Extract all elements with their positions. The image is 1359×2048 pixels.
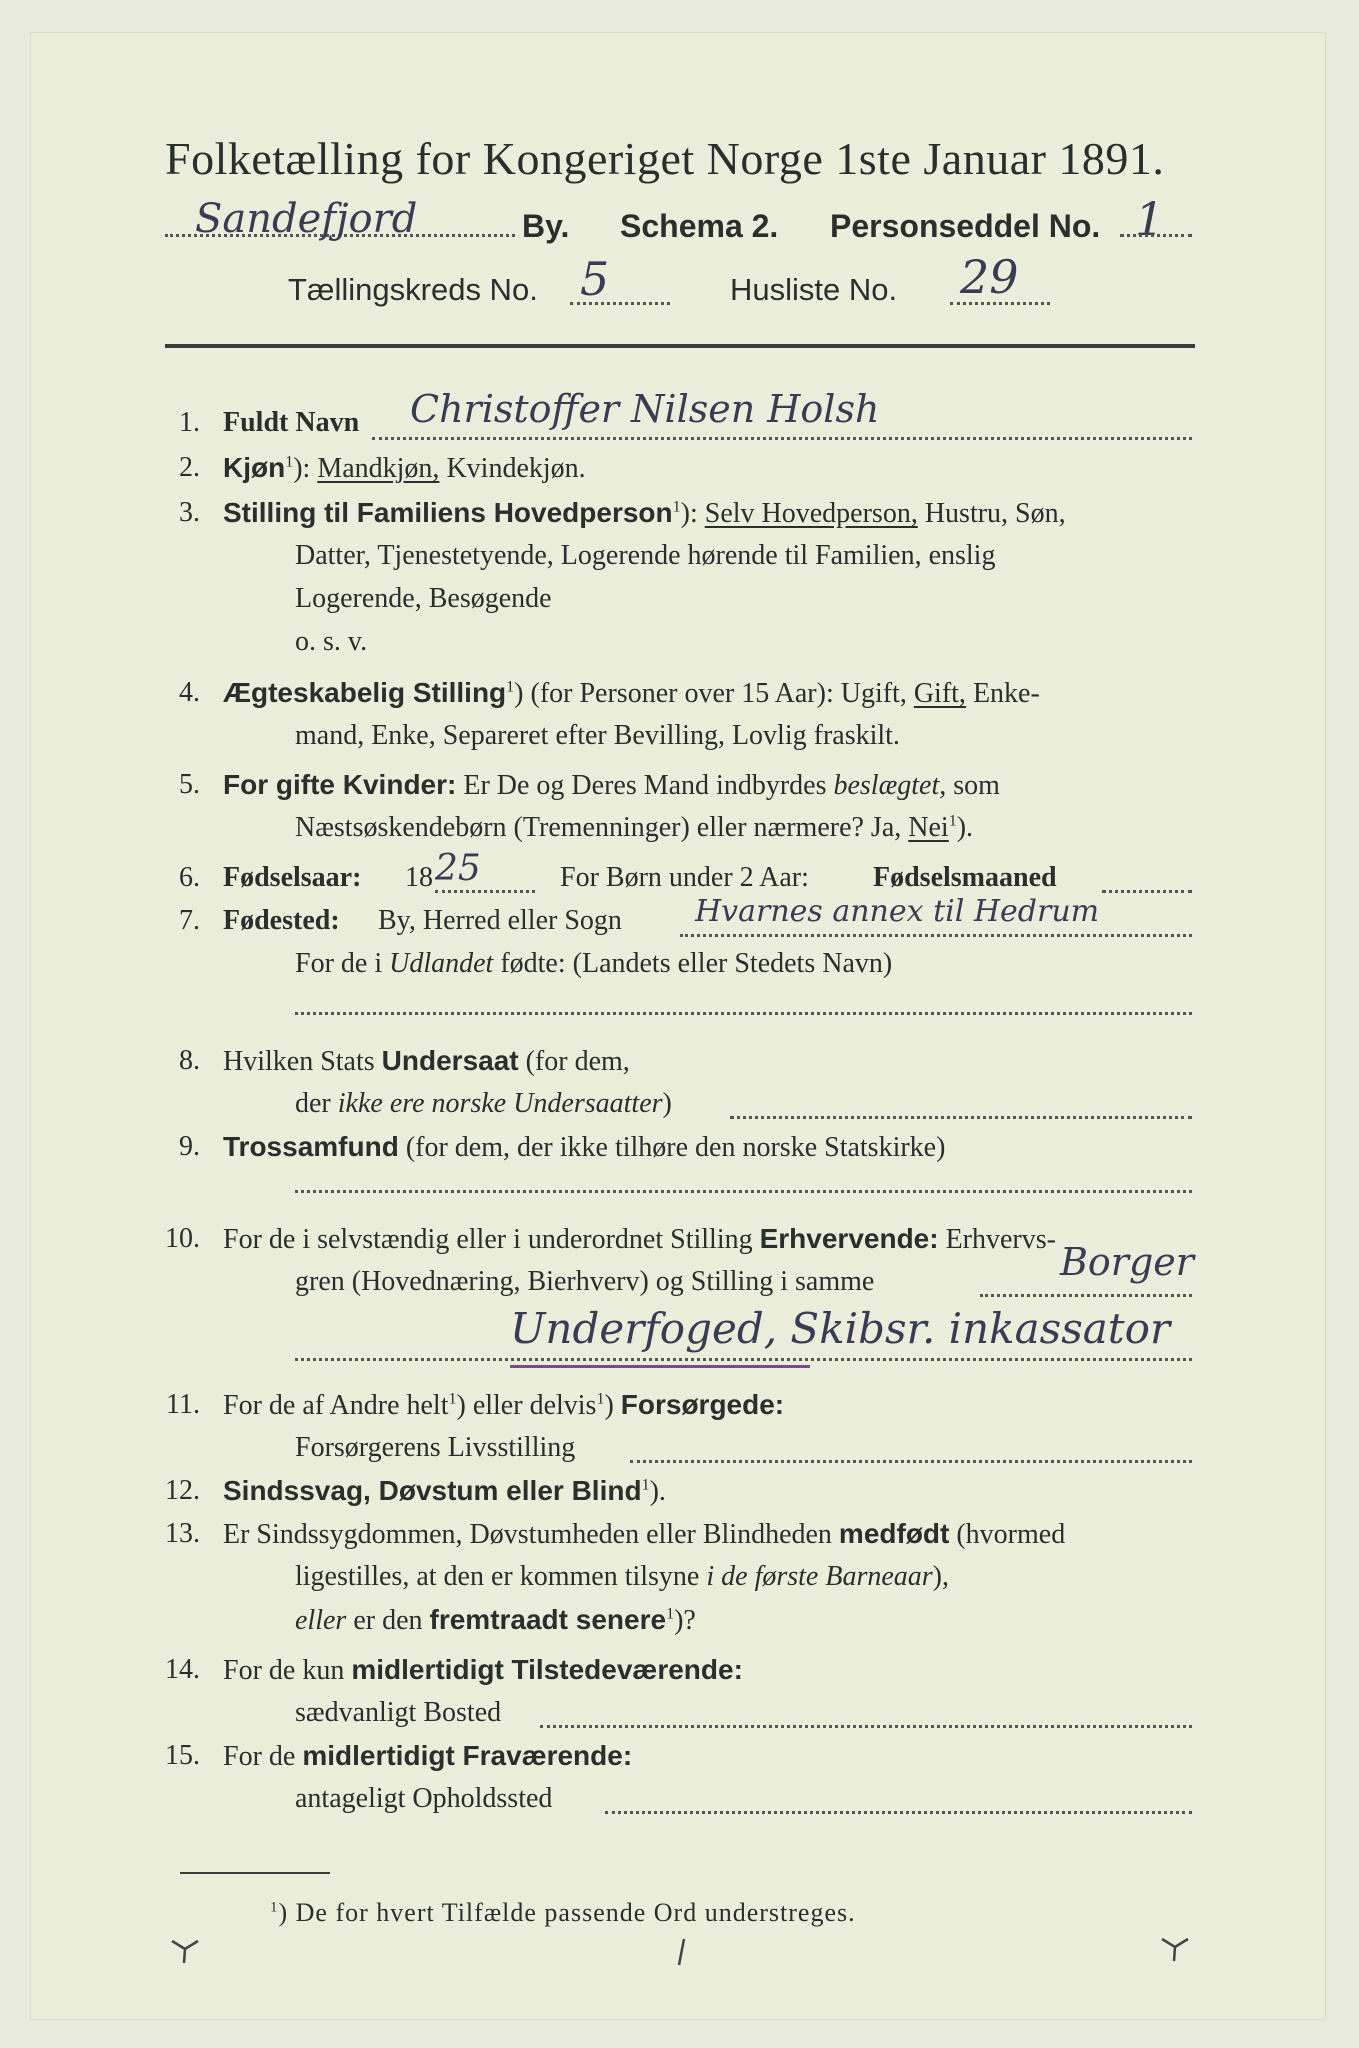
q14-answer-line (540, 1725, 1192, 1728)
q15-answer-line (605, 1811, 1192, 1814)
q5-line2 (295, 812, 973, 844)
q10-answer2: Underfoged, Skibsr. inkassator (510, 1304, 1171, 1353)
footnote (270, 1898, 856, 1928)
q4-number: 4. (179, 677, 200, 708)
q2-colon: ): (293, 453, 311, 484)
q13-close: )? (674, 1605, 696, 1636)
q1-answer-line (372, 437, 1192, 440)
q13-sup: 1 (666, 1605, 675, 1623)
q8-text-b: (for dem, (525, 1046, 630, 1077)
q7-text: By, Herred eller Sogn (378, 905, 622, 936)
q3-options-rest: Hustru, Søn, (924, 498, 1066, 529)
q9-row (223, 1131, 945, 1164)
q9-answer-line (295, 1190, 1192, 1193)
q11-text-b: ) eller delvis (456, 1390, 597, 1421)
q4-option-selected: Gift, (913, 678, 966, 709)
census-form (30, 32, 1326, 2020)
q15-row (223, 1740, 632, 1773)
town-handwritten: Sandefjord (195, 196, 418, 242)
corner-mark-right-icon (1160, 1935, 1190, 1965)
q14-row (223, 1654, 743, 1687)
q13-line3-a: er den (353, 1605, 423, 1636)
q4-sup: 1 (506, 678, 515, 696)
q3-number: 3. (179, 497, 200, 528)
q10-answer-line (295, 1358, 1192, 1361)
q11-text-a: For de af Andre helt (223, 1390, 449, 1421)
husliste-number: 29 (960, 250, 1019, 304)
q5-row (223, 769, 1000, 802)
q1-number: 1. (179, 407, 200, 438)
q7-line2-italic: Udlandet (389, 948, 494, 979)
q3-colon: ): (680, 498, 698, 529)
q8-number: 8. (179, 1045, 200, 1076)
q4-text-b: Enke- (972, 678, 1040, 709)
q13-line3 (295, 1604, 696, 1637)
q13-line2-b: ), (932, 1561, 949, 1592)
q13-line2-italic: i de første Barneaar (706, 1561, 933, 1592)
by-label: By. (522, 208, 570, 244)
kreds-number-line (570, 302, 670, 305)
q12-sup: 1 (641, 1476, 650, 1494)
kreds-number: 5 (580, 252, 610, 306)
footnote-sup: 1 (270, 1899, 279, 1916)
q11-row (223, 1389, 784, 1422)
kreds-label: Tællingskreds No. (288, 272, 538, 307)
center-mark-icon (670, 1937, 694, 1969)
q1-answer: Christoffer Nilsen Holsh (410, 387, 880, 431)
q13-line3-bold: fremtraadt senere (429, 1604, 667, 1635)
personseddel-label: Personseddel No. (830, 208, 1101, 244)
q6-label: Fødselsaar: (223, 862, 362, 893)
q11-line2: Forsørgerens Livsstilling (295, 1432, 576, 1463)
q9-number: 9. (179, 1131, 200, 1162)
q1-label: Fuldt Navn (223, 407, 360, 438)
q15-bold: midlertidigt Fraværende: (302, 1740, 633, 1771)
q9-text: (for dem, der ikke tilhøre den norske Statskirke) (405, 1132, 946, 1163)
q10-line2-dots (980, 1294, 1192, 1297)
q12-number: 12. (165, 1475, 200, 1506)
q2-option-male: Mandkjøn, (317, 453, 440, 484)
q13-row (223, 1518, 1065, 1551)
q15-number: 15. (165, 1740, 200, 1771)
q13-text-b: (hvormed (956, 1519, 1066, 1550)
q14-bold: midlertidigt Tilstedeværende: (351, 1654, 743, 1685)
q7-line2-a: For de i (295, 948, 383, 979)
header-rule (165, 344, 1195, 348)
q15-line2: antageligt Opholdssted (295, 1783, 553, 1814)
q3-line2: Datter, Tjenestetyende, Logerende hørende til Familien, enslig (295, 540, 996, 571)
footnote-rule (180, 1872, 330, 1874)
q3-sup: 1 (672, 498, 681, 516)
q6-month-line (1102, 890, 1192, 893)
q10-line2: gren (Hovednæring, Bierhverv) og Stilling i samme (295, 1266, 875, 1297)
q10-row (223, 1223, 1056, 1256)
q3-row (223, 497, 1066, 530)
q7-abroad-line (295, 1012, 1192, 1015)
q6-year-line (435, 890, 535, 893)
q8-line2 (295, 1088, 672, 1120)
q13-text-a: Er Sindssygdommen, Døvstumheden eller Blindheden (223, 1519, 832, 1550)
q6-year-prefix: 18 (405, 862, 433, 893)
q13-line3-italic: eller (295, 1605, 347, 1636)
q2-sup: 1 (285, 453, 294, 471)
q5-line2-text: Næstsøskendebørn (Tremenninger) eller nærmere? Ja, (295, 812, 902, 843)
q8-bold: Undersaat (381, 1045, 519, 1076)
q5-text-a: Er De og Deres Mand indbyrdes (463, 770, 827, 801)
q7-answer-line (680, 934, 1192, 937)
q14-text-a: For de kun (223, 1655, 345, 1686)
q10-text-b: Erhvervs- (945, 1224, 1056, 1255)
q5-number: 5. (179, 769, 200, 800)
footnote-text: ) De for hvert Tilfælde passende Ord understreges. (278, 1898, 856, 1927)
q10-answer1: Borger (1060, 1240, 1194, 1284)
q3-option-selected: Selv Hovedperson, (704, 498, 918, 529)
q4-text-a: ) (for Personer over 15 Aar): Ugift, (514, 678, 907, 709)
q8-line2-italic: ikke ere norske Undersaatter (337, 1088, 663, 1119)
q13-number: 13. (165, 1518, 200, 1549)
q3-line3: Logerende, Besøgende (295, 583, 552, 614)
q5-italic: beslægtet, (833, 770, 947, 801)
personseddel-number-line (1120, 234, 1192, 237)
q14-line2: sædvanligt Bosted (295, 1697, 502, 1728)
q6-bold: Fødselsmaaned (873, 862, 1057, 893)
q6-text: For Børn under 2 Aar: (560, 862, 809, 893)
q7-answer: Hvarnes annex til Hedrum (695, 894, 1100, 929)
corner-mark-left-icon (170, 1937, 200, 1967)
q7-line2-b: fødte: (Landets eller Stedets Navn) (500, 948, 893, 979)
q12-close: ). (649, 1476, 666, 1507)
q8-line2-b: ) (662, 1088, 672, 1119)
schema-label: Schema 2. (620, 208, 779, 244)
q11-bold: Forsørgede: (620, 1389, 785, 1420)
q13-line2 (295, 1561, 949, 1593)
q13-bold: medfødt (838, 1518, 950, 1549)
q5-close: ). (956, 812, 974, 843)
q15-text-a: For de (223, 1741, 296, 1772)
q11-sup2: 1 (596, 1390, 605, 1408)
q7-label: Fødested: (223, 905, 340, 936)
q5-option-selected: Nei (908, 812, 949, 843)
q7-number: 7. (179, 905, 200, 936)
q3-line4: o. s. v. (295, 626, 368, 657)
q12-row (223, 1475, 666, 1508)
q3-label: Stilling til Familiens Hovedperson (223, 497, 673, 528)
q10-purple-underline (510, 1365, 810, 1368)
personseddel-number: 1 (1135, 192, 1165, 246)
q8-text-a: Hvilken Stats (223, 1046, 375, 1077)
q2-number: 2. (179, 452, 200, 483)
q6-number: 6. (179, 862, 200, 893)
q10-bold: Erhvervende: (759, 1223, 939, 1254)
q11-sup1: 1 (448, 1390, 457, 1408)
q10-text-a: For de i selvstændig eller i underordnet Stilling (223, 1224, 753, 1255)
q11-number: 11. (166, 1389, 200, 1420)
q2-label: Kjøn (223, 452, 286, 483)
q4-line2: mand, Enke, Separeret efter Bevilling, Lovlig fraskilt. (295, 720, 900, 751)
q6-year-handwritten: 25 (435, 848, 481, 889)
q7-line2 (295, 948, 892, 980)
q4-label: Ægteskabelig Stilling (223, 677, 507, 708)
q8-line2-a: der (295, 1088, 331, 1119)
q8-row (223, 1045, 630, 1078)
q2-option-female: Kvindekjøn. (446, 453, 586, 484)
q13-line2-a: ligestilles, at den er kommen tilsyne (295, 1561, 700, 1592)
q5-label: For gifte Kvinder: (223, 769, 457, 800)
q5-sup: 1 (948, 812, 957, 830)
q11-text-c: ) (604, 1390, 614, 1421)
q5-text-b: som (953, 770, 1000, 801)
q9-label: Trossamfund (223, 1131, 399, 1162)
husliste-number-line (950, 302, 1050, 305)
husliste-label: Husliste No. (730, 272, 898, 307)
q14-number: 14. (165, 1654, 200, 1685)
q10-number: 10. (165, 1223, 200, 1254)
form-title: Folketælling for Kongeriget Norge 1ste Januar 1891. (165, 133, 1165, 184)
q2-row (223, 452, 586, 485)
q4-row (223, 677, 1040, 710)
q11-answer-line (630, 1460, 1192, 1463)
q8-answer-line (730, 1116, 1192, 1119)
q12-bold: Sindssvag, Døvstum eller Blind (223, 1475, 642, 1506)
